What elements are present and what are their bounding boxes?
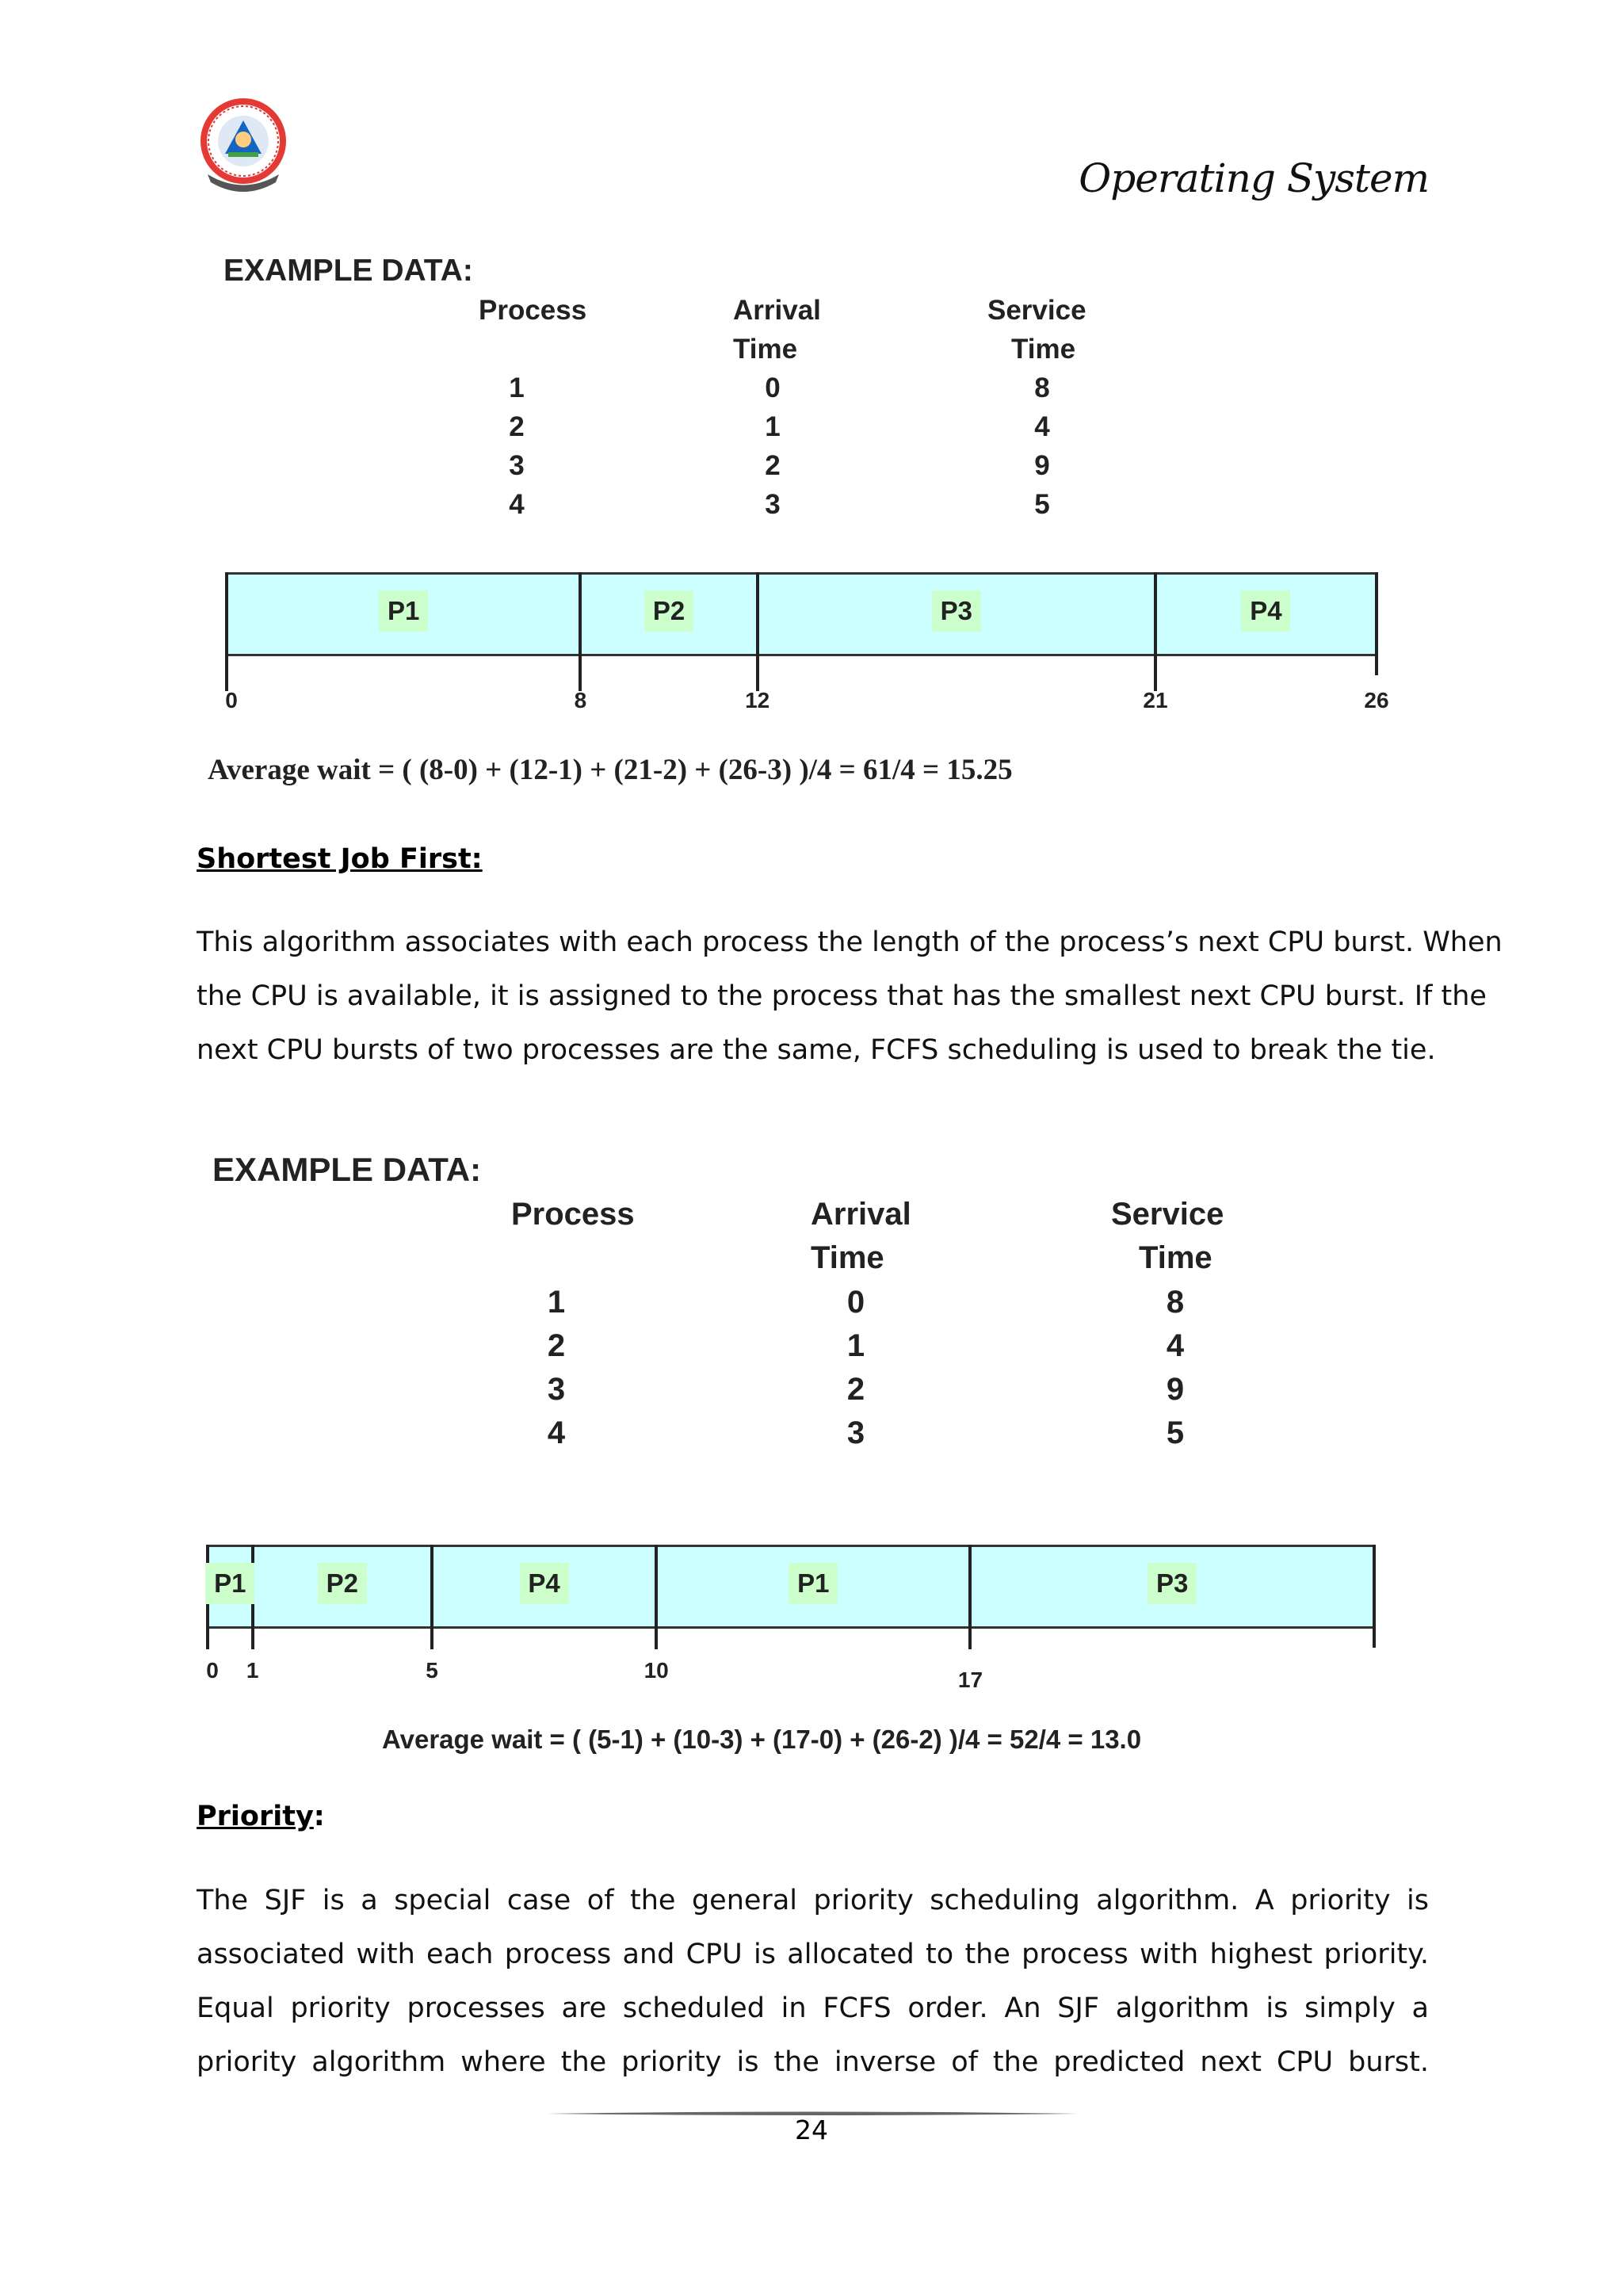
table-cell: 3 <box>547 1372 566 1407</box>
column-header-arrival-time: Time <box>811 1240 884 1275</box>
column-header-process: Process <box>479 295 587 326</box>
table-cell: 2 <box>846 1372 865 1407</box>
example-data-title: EXAMPLE DATA: <box>212 1151 482 1188</box>
table-cell: 5 <box>1166 1415 1185 1450</box>
gantt-process-label: P4 <box>1241 590 1290 632</box>
sjf-paragraph <box>197 915 1503 1077</box>
gantt-tick <box>579 572 582 691</box>
gantt-tick <box>1154 572 1157 691</box>
table-cell: 1 <box>547 1285 566 1320</box>
priority-paragraph <box>197 1874 1429 2089</box>
sjf-average-wait: Average wait = ( (5-1) + (10-3) + (17-0) + (26-2) )/4 = 52/4 = 13.0 <box>382 1725 1142 1754</box>
table-cell: 3 <box>765 489 781 520</box>
gantt-process-label: P1 <box>205 1563 254 1604</box>
gantt-time-label: 1 <box>246 1658 259 1683</box>
table-cell: 5 <box>1034 489 1050 520</box>
paragraph-line: the CPU is available, it is assigned to the process that has the smallest next CPU burst. If the <box>197 980 1487 1012</box>
table-cell: 0 <box>846 1285 865 1320</box>
column-header-arrival: Arrival <box>811 1197 911 1232</box>
table-cell: 1 <box>846 1328 865 1363</box>
gantt-tick <box>968 1545 972 1649</box>
paragraph-line: associated with each process and CPU is allocated to the process with highest priority. <box>197 1939 1429 1970</box>
gantt-time-label: 0 <box>225 688 238 712</box>
gantt-tick <box>430 1545 433 1649</box>
gantt-process-label: P2 <box>318 1563 367 1604</box>
table-cell: 9 <box>1166 1372 1185 1407</box>
table-cell: 4 <box>1034 411 1050 442</box>
example-data-title: EXAMPLE DATA: <box>223 254 473 288</box>
gantt-tick <box>1375 572 1378 675</box>
gantt-tick <box>225 572 228 691</box>
table-cell: 1 <box>509 372 525 403</box>
priority-heading-wrapper <box>197 1801 325 1832</box>
gantt-time-label: 21 <box>1143 688 1168 712</box>
table-cell: 2 <box>509 411 525 442</box>
table-cell: 0 <box>765 372 781 403</box>
table-cell: 4 <box>1166 1328 1185 1363</box>
header-title: Operating System <box>1079 155 1429 201</box>
gantt-tick <box>756 572 759 691</box>
column-header-arrival: Arrival <box>733 295 821 326</box>
gantt-tick <box>1373 1545 1376 1648</box>
gantt-time-label: 0 <box>206 1658 219 1683</box>
priority-heading-colon: : <box>313 1801 325 1832</box>
paragraph-line: next CPU bursts of two processes are the same, FCFS scheduling is used to break the tie. <box>197 1034 1436 1066</box>
gantt-time-label: 5 <box>426 1658 438 1683</box>
table-cell: 3 <box>509 450 525 481</box>
table-cell: 8 <box>1166 1285 1185 1320</box>
gantt-process-label: P2 <box>644 590 693 632</box>
table-cell: 3 <box>846 1415 865 1450</box>
column-header-service: Service <box>1111 1197 1224 1232</box>
paragraph-line: The SJF is a special case of the general priority scheduling algorithm. A priority is <box>197 1885 1429 1916</box>
column-header-service: Service <box>987 295 1086 326</box>
table-cell: 2 <box>547 1328 566 1363</box>
column-header-service-time: Time <box>1011 334 1076 365</box>
paragraph-line: priority algorithm where the priority is the inverse of the predicted next CPU burst. <box>197 2046 1429 2078</box>
gantt-time-label: 8 <box>574 688 587 712</box>
column-header-arrival-time: Time <box>733 334 798 365</box>
table-cell: 1 <box>765 411 781 442</box>
gantt-process-label: P1 <box>789 1563 838 1604</box>
column-header-service-time: Time <box>1139 1240 1212 1275</box>
gantt-process-label: P1 <box>379 590 428 632</box>
gantt-process-label: P3 <box>932 590 981 632</box>
fcfs-average-wait: Average wait = ( (8-0) + (12-1) + (21-2) + (26-3) )/4 = 61/4 = 15.25 <box>208 754 1013 786</box>
table-cell: 8 <box>1034 372 1050 403</box>
priority-heading: Priority <box>197 1801 314 1832</box>
gantt-time-label: 26 <box>1364 688 1389 712</box>
table-cell: 9 <box>1034 450 1050 481</box>
table-cell: 2 <box>765 450 781 481</box>
footer-divider <box>547 2106 1078 2114</box>
gantt-time-label: 17 <box>957 1668 983 1692</box>
table-cell: 4 <box>547 1415 566 1450</box>
gantt-process-label: P3 <box>1148 1563 1197 1604</box>
gantt-time-label: 10 <box>643 1658 669 1683</box>
institution-logo-icon <box>197 97 290 193</box>
gantt-process-label: P4 <box>520 1563 569 1604</box>
paragraph-line: Equal priority processes are scheduled in FCFS order. An SJF algorithm is simply a <box>197 1992 1429 2024</box>
gantt-tick <box>655 1545 658 1649</box>
gantt-time-label: 12 <box>745 688 770 712</box>
paragraph-line: This algorithm associates with each process the length of the process’s next CPU burst. When <box>197 926 1503 958</box>
column-header-process: Process <box>511 1197 635 1232</box>
sjf-heading: Shortest Job First: <box>197 843 483 875</box>
page-number: 24 <box>795 2115 828 2145</box>
table-cell: 4 <box>509 489 525 520</box>
